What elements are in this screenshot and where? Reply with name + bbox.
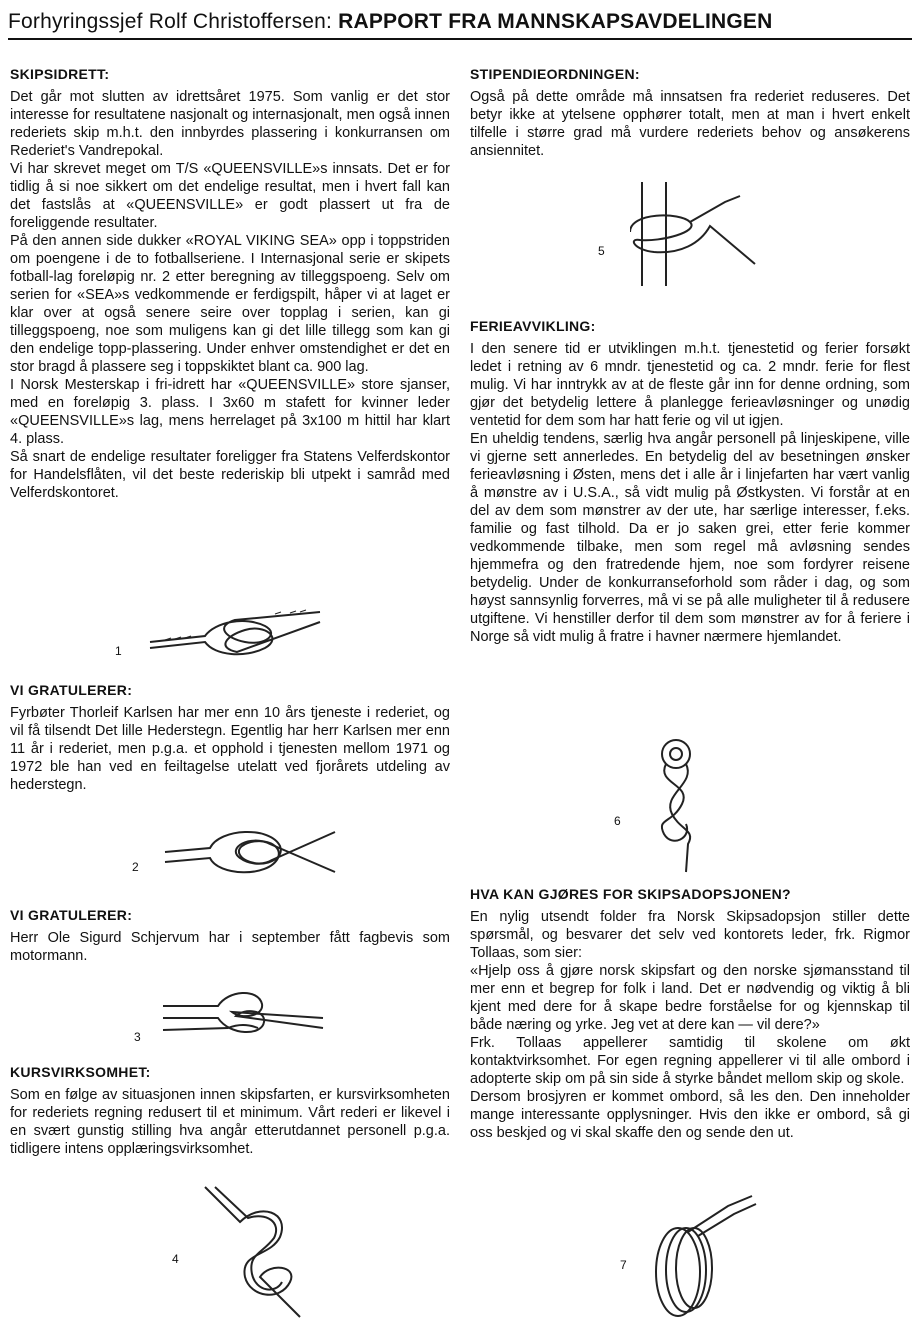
paragraph: «Hjelp oss å gjøre norsk skipsfart og den norske sjømansstand til mer enn et begrep for folk i land. Det er nødvendig og viktig å bli kjent med dere for å skape bedre forståelse for og kjennskap til både næring og yrke. Jeg vet at dere kan — vil dere?» <box>470 963 910 1033</box>
section-stipendieordningen <box>470 66 910 160</box>
figure-number: 7 <box>620 1258 627 1272</box>
reef-knot-icon <box>145 602 325 662</box>
figure-2 <box>160 822 340 882</box>
sheet-bend-icon <box>158 984 328 1048</box>
paragraph: Dersom brosjyren er kommet ombord, så les den. Den inneholder mange interessante opplysninger. Hvis den ikke er ombord, så gi oss beskjed og vi skal skaffe den og sende den ut. <box>470 1089 910 1141</box>
figure-number: 1 <box>115 644 122 658</box>
section-heading: VI GRATULERER: <box>10 682 133 698</box>
page-title: RAPPORT FRA MANNSKAPSAVDELINGEN <box>338 10 773 33</box>
carrick-bend-icon <box>160 822 340 882</box>
figure-number: 2 <box>132 860 139 874</box>
section-heading: SKIPSIDRETT: <box>10 66 110 82</box>
figure-5 <box>630 182 760 287</box>
paragraph: Frk. Tollaas appellerer samtidig til skolene om økt kontaktvirksomhet. For egen regning appellerer vi til alle ombord i adopterte skip om på sin side å styrke båndet mellom skip og skole. <box>470 1035 910 1087</box>
paragraph: Så snart de endelige resultater foreligger fra Statens Velferdskontor for Handelsflåten, vil det beste rederiskip bli utpekt i samråd med Velferdskontoret. <box>10 449 450 501</box>
section-heading: KURSVIRKSOMHET: <box>10 1064 151 1080</box>
clove-hitch-icon <box>630 182 760 287</box>
figure-7 <box>648 1192 758 1320</box>
paragraph: Som en følge av situasjonen innen skipsfarten, er kursvirksomheten for rederiets regning redusert til et minimum. Vårt rederi er likevel i en svært gunstig stilling hva angår etterutdannet personell p.g.a. tidligere intens opplæringsvirksomhet. <box>10 1087 450 1157</box>
section-skipsadopsjon <box>470 886 910 1142</box>
section-heading: HVA KAN GJØRES FOR SKIPSADOPSJONEN? <box>470 886 791 902</box>
author-line: Forhyringssjef Rolf Christoffersen: <box>8 10 333 33</box>
ring-hitch-icon <box>652 734 702 874</box>
section-kursvirksomhet <box>10 1064 450 1158</box>
figure-3 <box>158 984 328 1048</box>
figure-1 <box>145 602 325 662</box>
paragraph: Vi har skrevet meget om T/S «QUEENSVILLE»s innsats. Det er for tidlig å si noe sikkert om det endelige resultat, men i hvert fall kan det fastslås at «QUEENSVILLE» er godt plassert ut fra de foreliggende resultater. <box>10 161 450 231</box>
section-heading: STIPENDIEORDNINGEN: <box>470 66 640 82</box>
paragraph: I Norsk Mesterskap i fri-idrett har «QUEENSVILLE» store sjanser, med en foreløpig 3. plass. I 3x60 m stafett for kvinner leder «QUEENSVILLE»s lag, mens herrelaget på 3x100 m hittil har klart 4. plass. <box>10 377 450 447</box>
section-gratulerer-2 <box>10 907 450 965</box>
paragraph: I den senere tid er utviklingen m.h.t. tjenestetid og ferier forsøkt ledet i retning av 6 mndr. tjenestetid og ca. 2 mndr. ferie for flest mulig. Vi har inntrykk av at de fleste går inn for denne ordning, som gjør det betydelig lettere å planlegge ferieavløsninger og unødig ventetid for dem som har hatt ferie og vil ut igjen. <box>470 341 910 429</box>
paragraph: Fyrbøter Thorleif Karlsen har mer enn 10 års tjeneste i rederiet, og vil få tilsendt Det lille Hederstegn. Egentlig har herr Karlsen mer enn 11 år i rederiet, men p.g.a. et opphold i tjenesten mellom 1971 og 1972 ble han ved en feiltagelse utelatt ved fjorårets utdeling av hederstegn. <box>10 705 450 793</box>
figure-number: 4 <box>172 1252 179 1266</box>
section-gratulerer-1 <box>10 682 450 794</box>
header-rule <box>8 38 912 40</box>
section-heading: VI GRATULERER: <box>10 907 133 923</box>
section-ferieavvikling <box>470 318 910 646</box>
figure-number: 6 <box>614 814 621 828</box>
section-heading: FERIEAVVIKLING: <box>470 318 596 334</box>
figure-number: 3 <box>134 1030 141 1044</box>
figure-6 <box>652 734 702 874</box>
figure-number: 5 <box>598 244 605 258</box>
paragraph: På den annen side dukker «ROYAL VIKING SEA» opp i toppstriden om poengene i de to fotballseriene. I Internasjonal serie er skipets fotball-lag foreløpig nr. 2 etter beregning av tilleggspoeng. Selv om serien for «SEA»s vedkommende er ferdigspilt, håper vi at laget er klar over at også senere seire over topplag i serien, kan gi tilleggspoeng, noe som muligens kan gi det lille tillegg som kan gi den endelige topp-plassering. Under enhver omstendighet er det en stor bragd å plassere seg i toppskiktet blant ca. 900 lag. <box>10 233 450 375</box>
paragraph: Herr Ole Sigurd Schjervum har i september fått fagbevis som motormann. <box>10 930 450 964</box>
paragraph: Også på dette område må innsatsen fra rederiet reduseres. Det betyr ikke at ytelsene opphører totalt, men at man i hvert enkelt tilfelle i større grad må vurdere rederiets behov og ansøkerens ansiennitet. <box>470 89 910 159</box>
paragraph: Det går mot slutten av idrettsåret 1975. Som vanlig er det stor interesse for resultatene nasjonalt og internasjonalt, men også innen rederiets skip m.h.t. den innbyrdes plassering i konkurransen om Rederiet's Vandrepokal. <box>10 89 450 159</box>
figure-eight-knot-icon <box>200 1182 310 1322</box>
paragraph: En uheldig tendens, særlig hva angår personell på linjeskipene, ville vi gjerne sett annerledes. En betydelig del av besetningen ønsker ferieavløsning i Østen, mens det i alle år i linjefarten har vært vanlig å mønstre av i U.S.A., så vidt mulig på Østkysten. Vi forstår at en del av dem som mønstrer av der ute, har særlige interesser, f.eks. familie og fast tilhold. Da er jo saken grei, etter ferie kommer vedkommende tilbake, men som regel må avløsning sendes hjemmefra og den fratredende hjem, noe som fordyrer reisene betydelig. Under de konkurranseforhold som råder i dag, og som høyst sannsynlig forverres, må vi se på alle muligheter til å redusere utgiftene. Vi henstiller derfor til dem som mønstrer av for å feriere i Norge så vidt mulig å fratre i havner nærmere hjemlandet. <box>470 431 910 645</box>
coiled-rope-icon <box>648 1192 758 1320</box>
paragraph: En nylig utsendt folder fra Norsk Skipsadopsjon stiller dette spørsmål, og besvarer det selv ved kontorets leder, frk. Rigmor Tollaas, som sier: <box>470 909 910 961</box>
page-header <box>8 10 912 34</box>
section-skipsidrett <box>10 66 450 502</box>
figure-4 <box>200 1182 310 1322</box>
